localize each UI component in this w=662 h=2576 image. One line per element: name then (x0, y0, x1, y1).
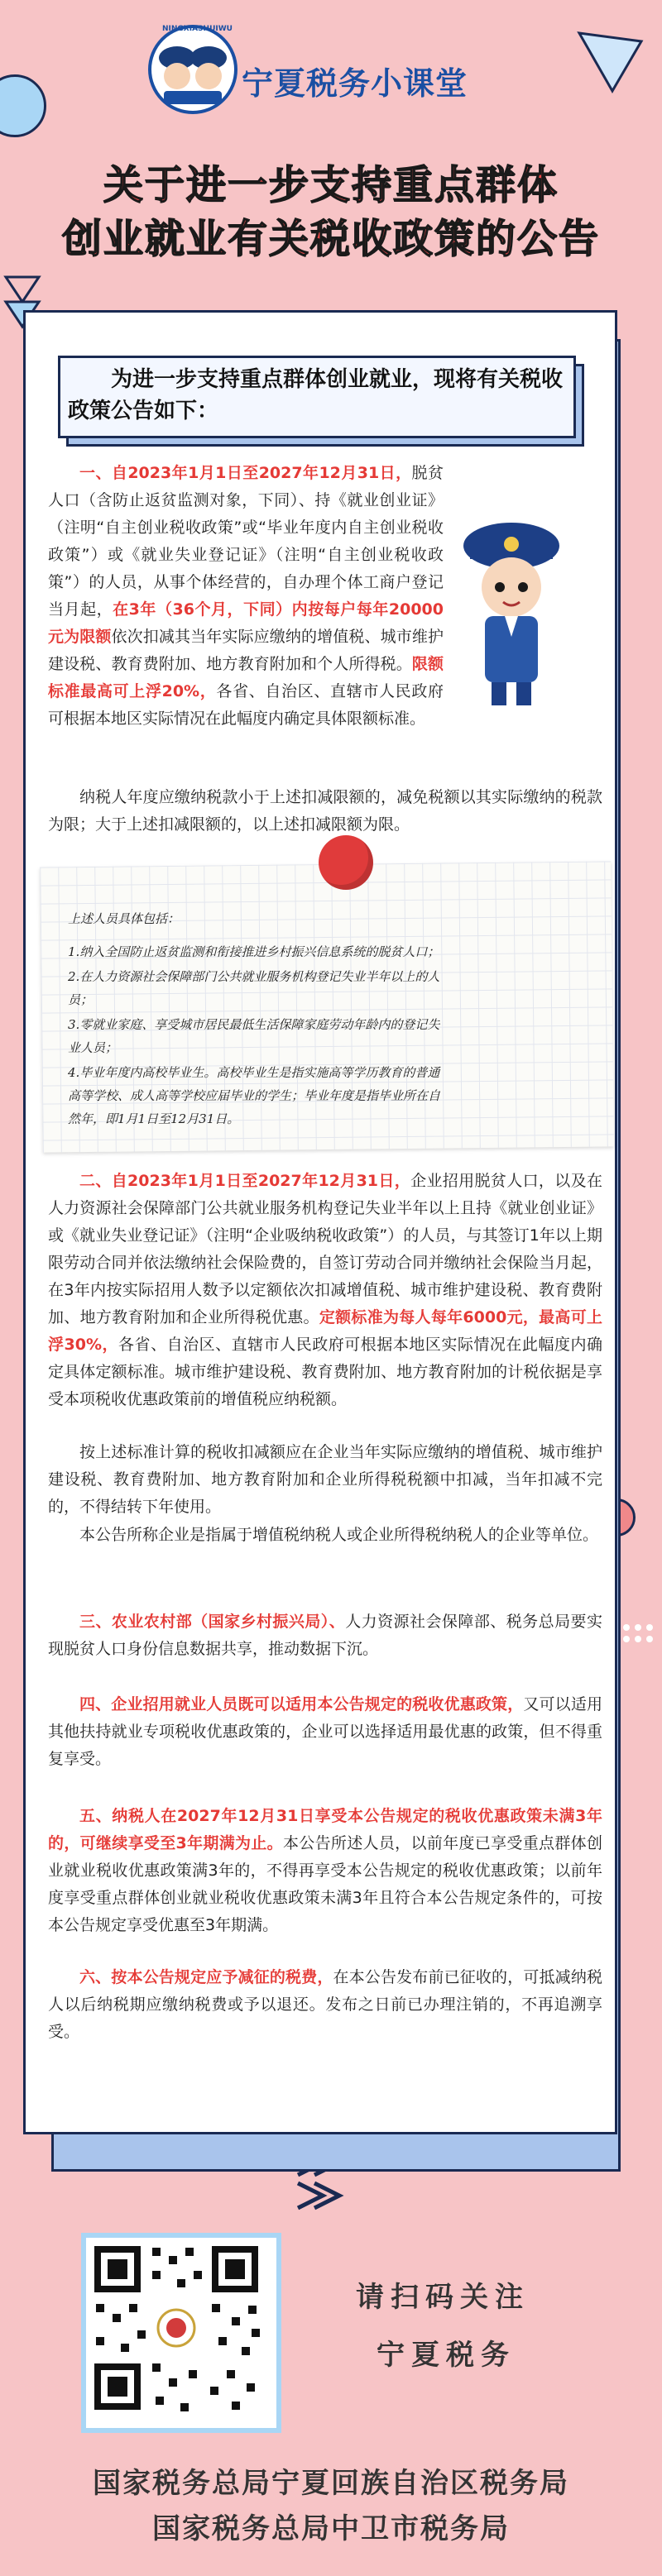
section-1-red-b: 限额标准最高可上浮20%， (48, 655, 444, 700)
note-item-2: 2.在人力资源社会保障部门公共就业服务机构登记失业半年以上的人 (68, 969, 440, 984)
section-5-paragraph (48, 1803, 602, 1939)
section-1-body-a: 脱贫人口（含防止返贫监测对象，下同）、持《就业创业证》（注明“自主创业税收政策”或“毕业年度内自主创业税收政策”）或《就业失业登记证》（注明“自主创业税收政策”）的人员，从事个体经营的，自办理个体工商户登记当月起， (48, 464, 444, 619)
decor-triangle-top-right (571, 25, 645, 99)
section-5-red: 五、纳税人在2027年12月31日享受本公告规定的税收优惠政策未满3年的，可继续享受至3年期满为止。 (48, 1807, 602, 1852)
section-2-body-b: 各省、自治区、直辖市人民政府可根据本地区实际情况在此幅度内确定具体定额标准。城市维护建设税、教育费附加、地方教育附加的计税依据是享受本项税收优惠政策前的增值税应纳税额。 (48, 1336, 602, 1408)
intro-text: 为进一步支持重点群体创业就业，现将有关税收政策公告如下： (68, 367, 564, 423)
note-item-3-cont: 业人员； (68, 1040, 118, 1055)
page-title-line2: 创业就业有关税收政策的公告 (61, 216, 600, 262)
section-1-red-a: 在3年（36个月，下同）内按每户每年20000元为限额 (48, 600, 444, 646)
account-name: 宁夏税务 (377, 2339, 516, 2372)
note-item-4-cont2: 然年，即1月1日至12月31日。 (68, 1111, 240, 1126)
pushpin-icon (319, 835, 373, 890)
note-paper (40, 861, 614, 1152)
section-6-body: 在本公告发布前已征收的，可抵减纳税人以后纳税期应缴纳税费或予以退还。发布之日前已办理注销的，不再追溯享受。 (48, 1968, 602, 2041)
qr-code[interactable] (81, 2233, 281, 2433)
section-1-paragraph (48, 460, 444, 733)
decor-circle-top-left (0, 74, 46, 137)
section-4-red: 四、企业招用就业人员既可以适用本公告规定的税收优惠政策， (79, 1695, 524, 1713)
section-1-body-b: 依次扣减其当年实际应缴纳的增值税、城市维护建设税、教育费附加、地方教育附加和个人所得税。 (48, 628, 444, 673)
section-2-body-a: 企业招用脱贫人口，以及在人力资源社会保障部门公共就业服务机构登记失业半年以上且持《就业创业证》或《就业失业登记证》（注明“企业吸纳税收政策”）的人员，与其签订1年以上期限劳动合同并依法缴纳社会保险费的，自签订劳动合同并缴纳社会保险当月起，在3年内按实际招用人数予以定额依次扣减增值税、城市维护建设税、教育费附加、地方教育附加和企业所得税优惠。 (48, 1172, 602, 1326)
scan-prompt: 请扫码关注 (356, 2281, 530, 2314)
logo-text: NINGXIASHUIWU (162, 25, 233, 33)
note-item-4: 4.毕业年度内高校毕业生。高校毕业生是指实施高等学历教育的普通 (68, 1065, 440, 1080)
section-3-body: 人力资源社会保障部、税务总局要实现脱贫人口身份信息数据共享，推动数据下沉。 (48, 1613, 602, 1658)
org-name-1: 国家税务总局宁夏回族自治区税务局 (93, 2467, 569, 2500)
org-name-2: 国家税务总局中卫市税务局 (152, 2512, 510, 2545)
section-5-body: 本公告所述人员，以前年度已享受重点群体创业就业税收优惠政策满3年的，不得再享受本公告规定的税收优惠政策；以前年度享受重点群体创业就业税收优惠政策未满3年且符合本公告规定条件的，可按本公告规定享受优惠至3年期满。 (48, 1834, 602, 1934)
section-2-paragraph-3: 本公告所称企业是指属于增值税纳税人或企业所得税纳税人的企业等单位。 (79, 1526, 599, 1544)
note-item-2-cont: 员； (68, 992, 94, 1007)
section-6-red: 六、按本公告规定应予减征的税费， (79, 1968, 333, 1986)
mascot-logo-icon (139, 18, 247, 117)
section-3-paragraph (48, 1608, 602, 1663)
section-6-paragraph (48, 1964, 602, 2046)
section-2-red: 定额标准为每人每年6000元，最高可上浮30%， (48, 1308, 602, 1354)
section-2-paragraph (48, 1168, 602, 1413)
section-2-lead: 二、自2023年1月1日至2027年12月31日， (79, 1172, 411, 1190)
section-4-body: 又可以适用其他扶持就业专项税收优惠政策的，企业可以选择适用最优惠的政策，但不得重复享受。 (48, 1695, 602, 1768)
section-1-paragraph-2: 纳税人年度应缴纳税款小于上述扣减限额的，减免税额以其实际缴纳的税款为限；大于上述扣减限额的，以上述扣减限额为限。 (48, 788, 602, 834)
brand-name: 宁夏税务小课堂 (242, 65, 468, 102)
note-item-3: 3.零就业家庭、享受城市居民最低生活保障家庭劳动年龄内的登记失 (68, 1017, 440, 1032)
note-item-4-cont: 高等学校、成人高等学校应届毕业的学生；毕业年度是指毕业所在自 (68, 1088, 441, 1103)
tax-officer-mascot-icon (453, 513, 569, 711)
page-title-line1: 关于进一步支持重点群体 (103, 162, 559, 208)
note-title: 上述人员具体包括： (68, 911, 180, 926)
qr-code-icon (86, 2238, 266, 2418)
section-2-paragraph-2: 按上述标准计算的税收扣减额应在企业当年实际应缴纳的增值税、城市维护建设税、教育费附加、地方教育附加和企业所得税税额中扣减，当年扣减不完的，不得结转下年使用。 (48, 1443, 602, 1516)
section-3-red: 三、农业农村部（国家乡村振兴局）、 (79, 1613, 346, 1631)
section-1-body-c: 各省、自治区、直辖市人民政府可根据本地区实际情况在此幅度内确定具体限额标准。 (48, 682, 444, 728)
section-4-paragraph (48, 1691, 602, 1773)
note-item-1: 1.纳入全国防止返贫监测和衔接推进乡村振兴信息系统的脱贫人口； (68, 944, 440, 959)
brand-logo (139, 18, 247, 117)
section-1-lead: 一、自2023年1月1日至2027年12月31日， (79, 464, 412, 482)
